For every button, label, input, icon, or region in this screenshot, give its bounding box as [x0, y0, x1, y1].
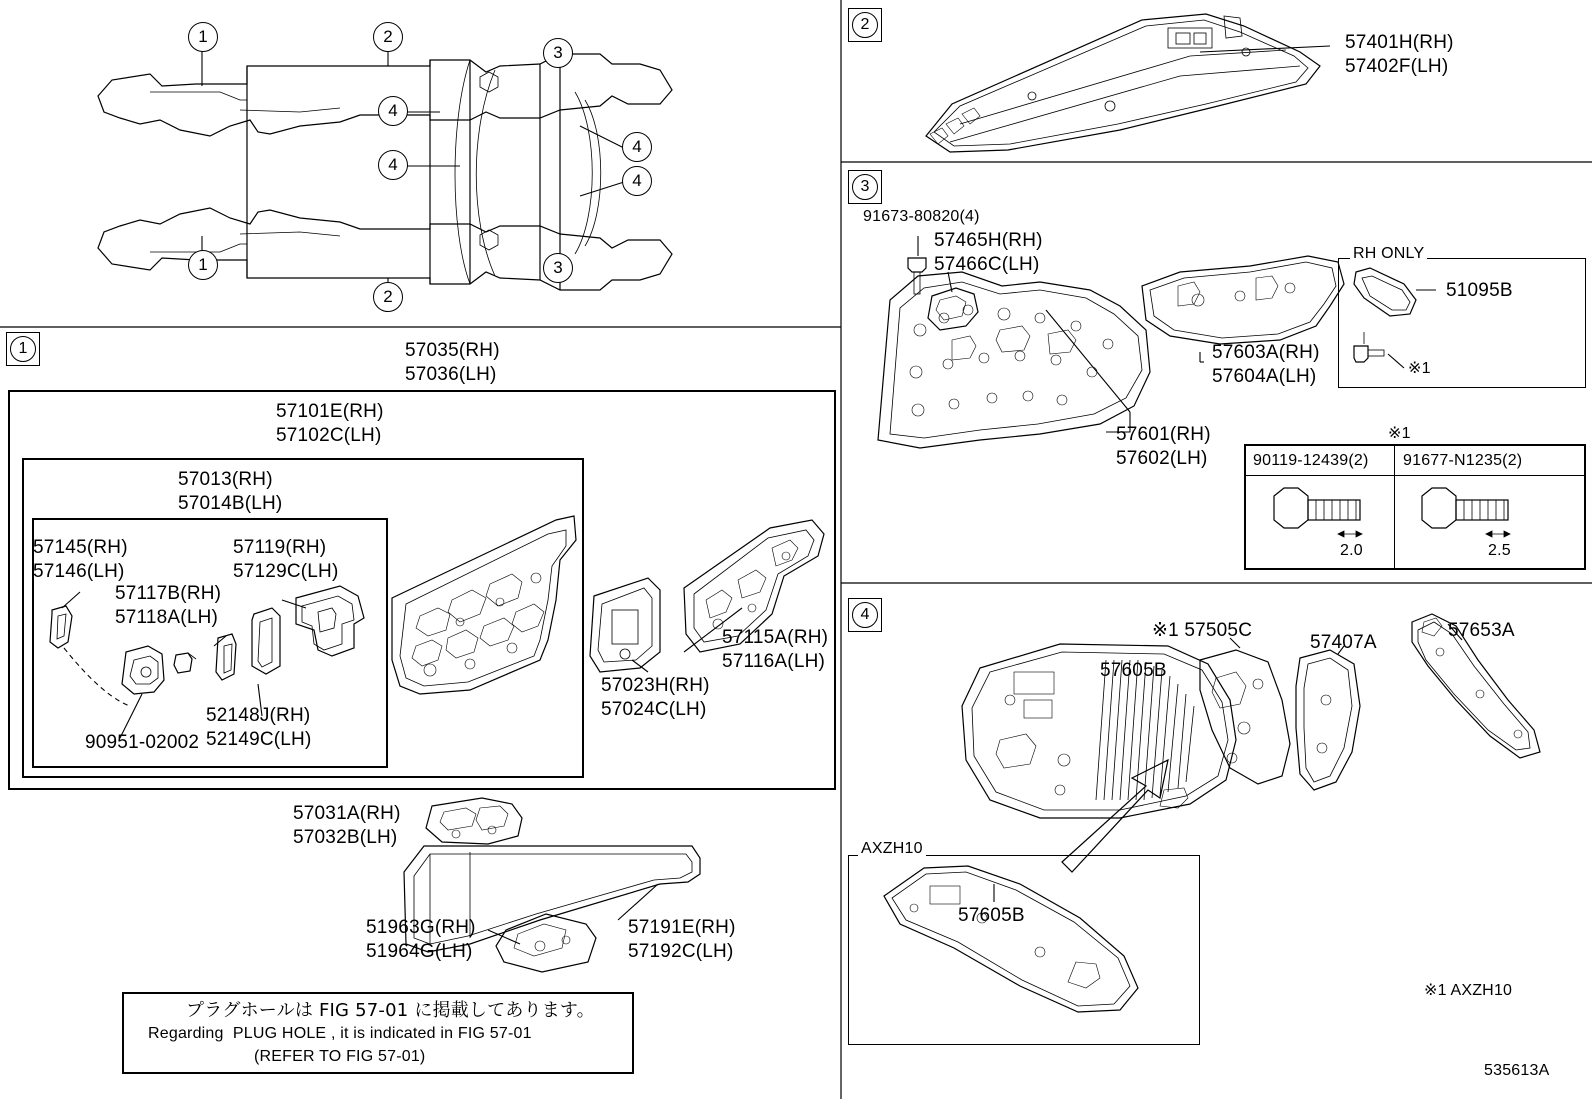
label-57602: 57602(LH)	[1116, 448, 1208, 469]
overview-callout-4-right-b: 4	[622, 166, 652, 196]
axzh10-title: AXZH10	[858, 838, 926, 859]
label-57031A: 57031A(RH)	[293, 803, 401, 824]
plug-hole-note-jp: プラグホールは FIG 57-01 に掲載してあります。	[186, 1000, 595, 1021]
label-91673-80820: 91673-80820(4)	[863, 208, 980, 225]
rh-only-label: RH ONLY	[1350, 243, 1427, 264]
bolt-table-col-2: 91677-N1235(2)	[1403, 452, 1523, 469]
bolt-table-dim-2: 2.5	[1488, 542, 1511, 559]
label-57118A: 57118A(LH)	[115, 607, 219, 628]
label-57466C: 57466C(LH)	[934, 254, 1040, 275]
label-57116A: 57116A(LH)	[722, 651, 826, 672]
label-51963G: 51963G(RH)	[366, 917, 476, 938]
figure-code: 535613A	[1484, 1062, 1550, 1079]
label-57023H: 57023H(RH)	[601, 675, 710, 696]
label-90951-02002: 90951-02002	[85, 732, 200, 753]
axzh10-variant-box	[848, 855, 1200, 1045]
label-57032B: 57032B(LH)	[293, 827, 398, 848]
label-57604A: 57604A(LH)	[1212, 366, 1317, 387]
label-57601: 57601(RH)	[1116, 424, 1211, 445]
overview-callout-4-right-a: 4	[622, 132, 652, 162]
section-marker-4-label: 4	[852, 602, 878, 628]
label-57102C: 57102C(LH)	[276, 425, 382, 446]
rh-only-mark: ※1	[1408, 360, 1431, 377]
label-57605B-main: 57605B	[1100, 660, 1167, 681]
label-57653A: 57653A	[1448, 620, 1515, 641]
overview-callout-3-bottom: 3	[543, 253, 573, 283]
bolt-table-mark: ※1	[1388, 425, 1411, 442]
label-57402F: 57402F(LH)	[1345, 56, 1449, 77]
label-57605B-variant: 57605B	[958, 905, 1025, 926]
section-marker-1	[6, 332, 40, 366]
label-51964G: 51964G(LH)	[366, 941, 473, 962]
label-57603A: 57603A(RH)	[1212, 342, 1320, 363]
label-57115A: 57115A(RH)	[722, 627, 829, 648]
label-57101E: 57101E(RH)	[276, 401, 384, 422]
overview-callout-1-top: 1	[188, 22, 218, 52]
plug-hole-note-ref: (REFER TO FIG 57-01)	[254, 1048, 426, 1065]
label-57119: 57119(RH)	[233, 537, 327, 558]
label-57145: 57145(RH)	[33, 537, 128, 558]
overview-callout-3-top: 3	[543, 38, 573, 68]
label-57192C: 57192C(LH)	[628, 941, 734, 962]
section-marker-2	[848, 8, 882, 42]
section-marker-1-label: 1	[10, 336, 36, 362]
section-marker-3	[848, 170, 882, 204]
label-57013: 57013(RH)	[178, 469, 273, 490]
label-57117B: 57117B(RH)	[115, 583, 222, 604]
plug-hole-note-en: Regarding PLUG HOLE , it is indicated in FIG 57-01	[148, 1025, 532, 1042]
section-marker-2-label: 2	[852, 12, 878, 38]
overview-callout-4-left-a: 4	[378, 96, 408, 126]
bolt-table-col-divider	[1394, 444, 1395, 570]
label-57191E: 57191E(RH)	[628, 917, 736, 938]
label-57146: 57146(LH)	[33, 561, 125, 582]
bolt-table-col-1: 90119-12439(2)	[1253, 452, 1369, 469]
bolt-table-dim-1: 2.0	[1340, 542, 1363, 559]
overview-callout-2-bottom: 2	[373, 282, 403, 312]
label-57036: 57036(LH)	[405, 364, 497, 385]
label-57465H: 57465H(RH)	[934, 230, 1043, 251]
label-51095B: 51095B	[1446, 280, 1513, 301]
overview-callout-1-bottom: 1	[188, 250, 218, 280]
overview-callout-2-top: 2	[373, 22, 403, 52]
label-57401H: 57401H(RH)	[1345, 32, 1454, 53]
label-57407A: 57407A	[1310, 632, 1377, 653]
label-52148J: 52148J(RH)	[206, 705, 311, 726]
overview-callout-4-left-b: 4	[378, 150, 408, 180]
label-57505C: ※1 57505C	[1152, 620, 1253, 641]
section-marker-4	[848, 598, 882, 632]
label-57035: 57035(RH)	[405, 340, 500, 361]
label-52149C: 52149C(LH)	[206, 729, 312, 750]
section-marker-3-label: 3	[852, 174, 878, 200]
axzh10-footnote: ※1 AXZH10	[1424, 982, 1513, 999]
label-57024C: 57024C(LH)	[601, 699, 707, 720]
label-57014B: 57014B(LH)	[178, 493, 283, 514]
label-57129C: 57129C(LH)	[233, 561, 339, 582]
